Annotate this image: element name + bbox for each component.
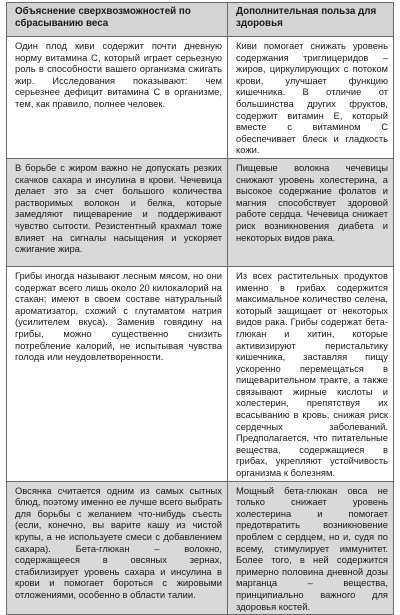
cell-mushrooms-health: Из всех растительных продуктов именно в грибах содержится максимальное количество селена, который защищает от некоторых видов рака. Грибы содержат бета-глюкан и хитин, которые активизируют перистальтику кишечника, заставляя пищу ускоренно перемещаться в пищеварительном тракте, а также связывают жирные кислоты и холестерин, препятствуя их всасыванию в кровь, снижая риск сердечных заболеваний. Предполагается, что питательные вещества, содержащиеся в грибах, укрепляют устойчивость организма к болезням. [228, 266, 394, 481]
cell-oatmeal-weight-loss: Овсянка считается одним из самых сытных блюд, поэтому именно ее лучше всего выбрать для борьбы с желанием что-нибудь съесть (если, конечно, вы варите кашу из чистой крупы, а не используете смеси с добавлением сахара). Бета-глюкан – волокно, содержащееся в овсяных зернах, стабилизирует уровень сахара и инсулина в крови и помогает бороться с жировыми отложениями, особенно в области талии. [7, 481, 228, 615]
header-health-benefit: Дополнительная польза для здоровья [228, 3, 394, 37]
table-row-mushrooms [7, 266, 394, 481]
cell-oatmeal-health: Мощный бета-глюкан овса не только снижает уровень холестерина и помогает предотвратить возникновение проблем с сердцем, но и, судя по всему, стимулирует иммунитет. Более того, в ней содержится примерно половина дневной дозы марганца – вещества, принципиально важного для здоровья костей. [228, 481, 394, 615]
cell-kiwi-health: Киви помогает снижать уровень содержания триглицеридов – жиров, циркулирующих с потоком крови, улучшает функцию кишечника. В отличие от большинства других фруктов, содержит витамин Е, который вместе с витамином С обеспечивает блеск и гладкость кожи. [228, 37, 394, 159]
cell-kiwi-weight-loss: Один плод киви содержит почти дневную норму витамина С, который играет серьезную роль в способности вашего организма сжигать жир. Исследования показывают: чем серьезнее дефицит витамина С в организме, тем, как правило, полнее человек. [7, 37, 228, 159]
table-row-oatmeal [7, 481, 394, 615]
cell-lentils-health: Пищевые волокна чечевицы снижают уровень холестерина, а высокое содержание фолатов и магния способствует здоровой работе сердца. Чечевица снижает риск возникновения диабета и некоторых видов рака. [228, 158, 394, 266]
table-row-kiwi [7, 37, 394, 159]
cell-mushrooms-weight-loss: Грибы иногда называют лесным мясом, но они содержат всего лишь около 20 килокалорий на стакан; имеют в своем составе натуральный ароматизатор, схожий с глутаматом натрия (усилителем вкуса). Заменив говядину на грибы, можно существенно снизить потребление калорий, не испытывая чувства голода или неудовлетворенности. [7, 266, 228, 481]
cell-lentils-weight-loss: В борьбе с жиром важно не допускать резких скачков сахара и инсулина в крови. Чечевица делает это за счет большого количества растворимых волокон и белка, которые замедляют пищеварение и поддерживают чувство сытости. Резистентный крахмал тоже влияет на сигналы насыщения и ускоряет сжигание жира. [7, 158, 228, 266]
header-weight-loss: Объяснение сверхвозможностей по сбрасыванию веса [7, 3, 228, 37]
table-header-row [7, 3, 394, 37]
table-row-lentils [7, 158, 394, 266]
benefits-table [6, 2, 394, 615]
